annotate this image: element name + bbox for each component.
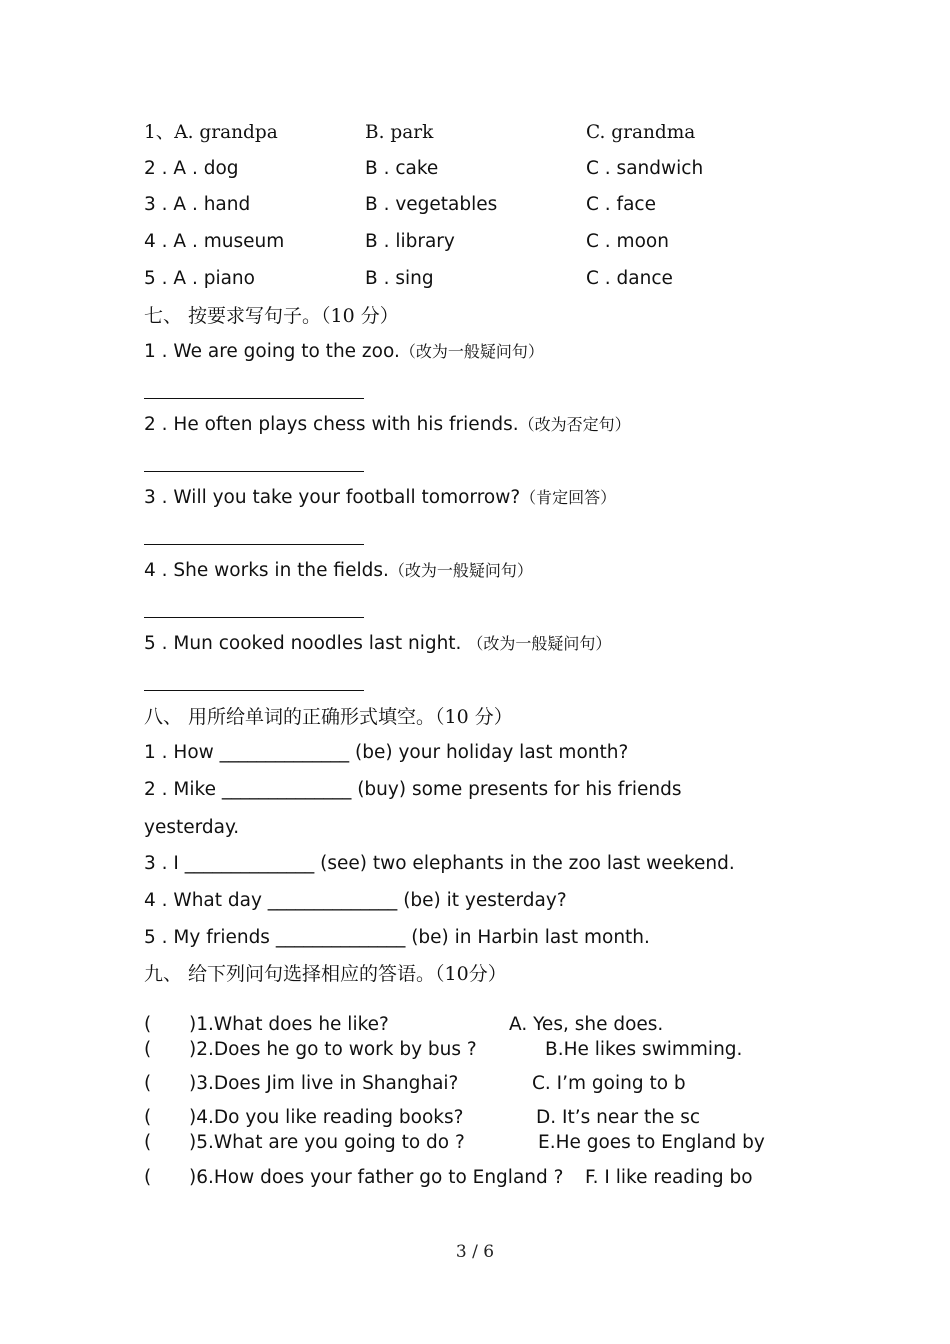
rewrite-item-5 — [144, 632, 611, 656]
choice-option-b: B . sing — [365, 268, 434, 289]
match-answer: E.He goes to England by — [538, 1132, 765, 1153]
fill-item-2: 2 . Mike ______________ (buy) some presents for his friends — [144, 779, 682, 800]
match-paren[interactable]: ( — [144, 1132, 152, 1153]
match-paren[interactable]: ( — [144, 1107, 152, 1128]
match-paren[interactable]: ( — [144, 1073, 152, 1094]
choice-option-c: C . moon — [586, 231, 669, 252]
choice-option-a: 1、A. grandpa — [144, 122, 278, 143]
rewrite-item-2 — [144, 413, 631, 437]
rewrite-item-3 — [144, 486, 616, 510]
match-paren[interactable]: ( — [144, 1167, 152, 1188]
rewrite-item-4 — [144, 559, 533, 583]
fill-item-2-continued: yesterday. — [144, 817, 240, 838]
match-question: )2.Does he go to work by bus ? — [189, 1039, 477, 1060]
rewrite-instruction: （改为一般疑问句） — [388, 561, 533, 580]
rewrite-sentence: 3 . Will you take your football tomorrow? — [144, 487, 521, 508]
rewrite-item-1 — [144, 340, 544, 364]
match-question: )4.Do you like reading books? — [189, 1107, 464, 1128]
answer-line[interactable] — [144, 544, 364, 545]
match-answer: C. I’m going to b — [532, 1073, 686, 1094]
rewrite-sentence: 2 . He often plays chess with his friends. — [144, 414, 519, 435]
section-9-title: 九、 给下列问句选择相应的答语。（10分） — [144, 963, 507, 985]
rewrite-sentence: 5 . Mun cooked noodles last night. — [144, 633, 468, 654]
rewrite-instruction: （肯定回答） — [520, 488, 617, 507]
fill-item-4: 4 . What day ______________ (be) it yesterday? — [144, 890, 567, 911]
choice-option-b: B. park — [365, 122, 434, 143]
match-answer: F. I like reading bo — [585, 1167, 753, 1188]
page-number: 3 / 6 — [455, 1242, 495, 1262]
choice-option-b: B . library — [365, 231, 455, 252]
choice-option-c: C. grandma — [586, 122, 696, 143]
match-answer: A. Yes, she does. — [509, 1014, 664, 1035]
choice-option-c: C . sandwich — [586, 158, 704, 179]
rewrite-sentence: 4 . She works in the fields. — [144, 560, 389, 581]
rewrite-instruction: （改为否定句） — [518, 415, 631, 434]
match-answer: B.He likes swimming. — [545, 1039, 743, 1060]
answer-line[interactable] — [144, 690, 364, 691]
match-question: )5.What are you going to do ? — [189, 1132, 465, 1153]
choice-option-b: B . vegetables — [365, 194, 498, 215]
match-question: )3.Does Jim live in Shanghai? — [189, 1073, 459, 1094]
answer-line[interactable] — [144, 471, 364, 472]
match-answer: D. It’s near the sc — [536, 1107, 701, 1128]
fill-item-5: 5 . My friends ______________ (be) in Harbin last month. — [144, 927, 650, 948]
choice-option-c: C . dance — [586, 268, 673, 289]
answer-line[interactable] — [144, 398, 364, 399]
fill-item-3: 3 . I ______________ (see) two elephants in the zoo last weekend. — [144, 853, 735, 874]
choice-option-a: 5 . A . piano — [144, 268, 255, 289]
choice-option-a: 3 . A . hand — [144, 194, 251, 215]
section-8-title: 八、 用所给单词的正确形式填空。（10 分） — [144, 706, 513, 728]
rewrite-instruction: （改为一般疑问句） — [467, 634, 612, 653]
match-question: )6.How does your father go to England ? — [189, 1167, 564, 1188]
match-paren[interactable]: ( — [144, 1039, 152, 1060]
choice-option-a: 2 . A . dog — [144, 158, 239, 179]
match-paren[interactable]: ( — [144, 1014, 152, 1035]
section-7-title: 七、 按要求写句子。（10 分） — [144, 305, 399, 327]
choice-option-a: 4 . A . museum — [144, 231, 285, 252]
match-question: )1.What does he like? — [189, 1014, 389, 1035]
rewrite-sentence: 1 . We are going to the zoo. — [144, 341, 400, 362]
fill-item-1: 1 . How ______________ (be) your holiday last month? — [144, 742, 629, 763]
choice-option-b: B . cake — [365, 158, 439, 179]
rewrite-instruction: （改为一般疑问句） — [399, 342, 544, 361]
choice-option-c: C . face — [586, 194, 656, 215]
answer-line[interactable] — [144, 617, 364, 618]
